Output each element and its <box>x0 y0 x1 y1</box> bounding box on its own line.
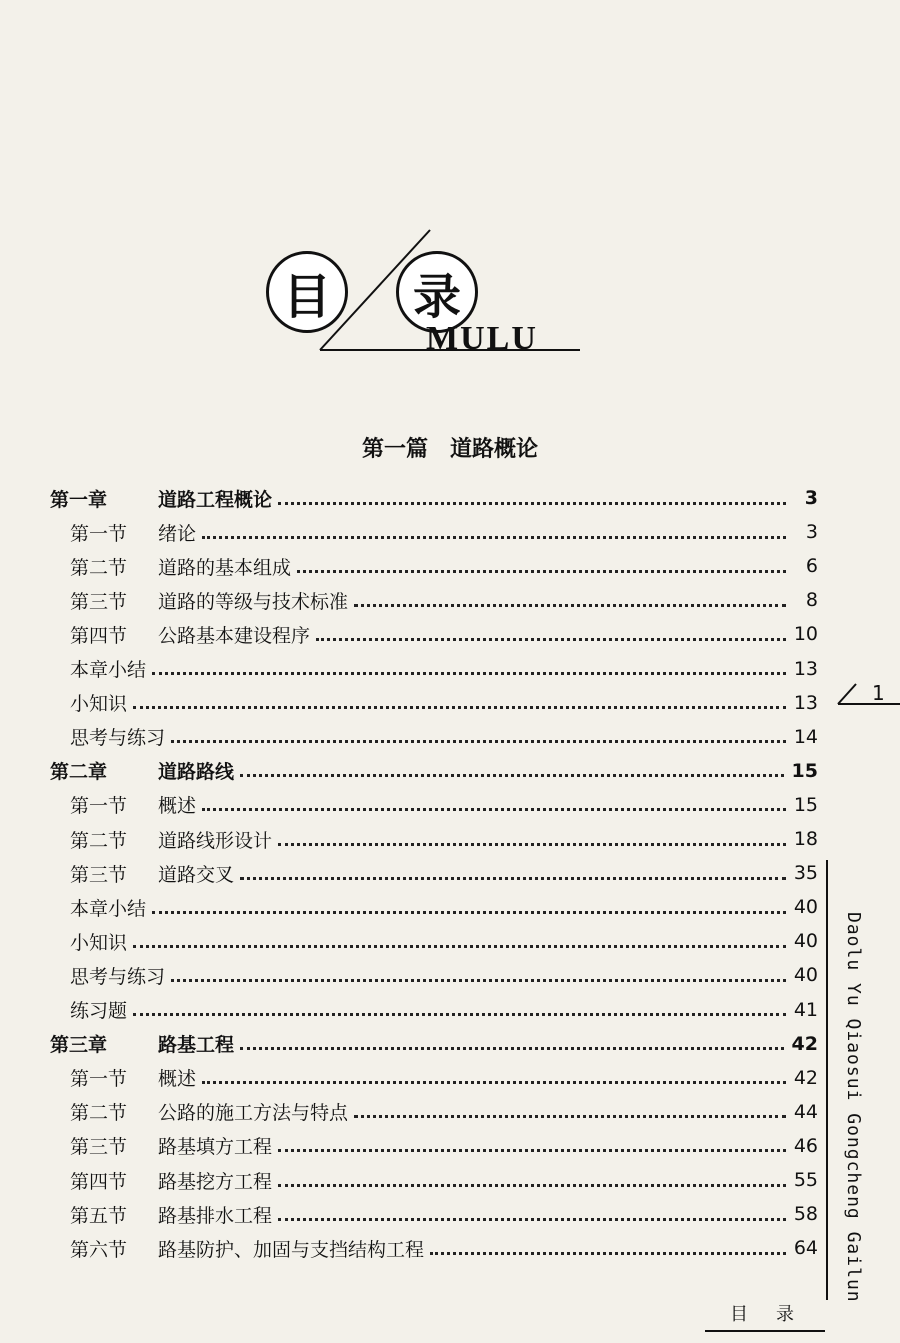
toc-leader-dots <box>278 1147 786 1152</box>
toc-entry-label: 概述 <box>158 1068 197 1091</box>
title-char-mu: 目 <box>266 251 348 333</box>
toc-leader-dots <box>354 602 786 607</box>
page-number: 1 <box>872 681 885 705</box>
toc-entry-page: 10 <box>793 623 818 646</box>
toc-entry-page: 42 <box>793 1066 818 1089</box>
side-rule <box>826 860 828 1300</box>
toc-entry-page: 8 <box>805 589 818 612</box>
footer-label: 目录 <box>730 1304 822 1325</box>
toc-entry-row <box>70 858 818 888</box>
toc-entry-number: 第三章 <box>50 1034 108 1057</box>
toc-entry-row <box>70 1199 818 1229</box>
toc-entry-page: 64 <box>793 1237 818 1260</box>
toc-chapter-row <box>50 1029 818 1059</box>
title-latin: MULU <box>426 320 538 357</box>
toc-entry-page: 18 <box>793 828 818 850</box>
toc-chapter-row <box>50 483 818 513</box>
toc-entry-number: 第一节 <box>70 795 128 818</box>
toc-entry-number: 第一节 <box>70 1068 128 1091</box>
title-char-lu: 录 <box>396 251 478 333</box>
toc-entry-label: 路基挖方工程 <box>158 1170 273 1193</box>
toc-leader-dots <box>278 841 786 846</box>
toc-entry-number: 第二节 <box>70 556 128 579</box>
toc-entry-row <box>70 1165 818 1195</box>
running-title: Daolu Yu Qiaosui Gongcheng Gailun <box>843 912 864 1303</box>
toc-leader-dots <box>316 636 786 641</box>
toc-entry-number: 第二节 <box>70 829 128 852</box>
toc-entry-page: 3 <box>804 487 818 509</box>
toc-leader-dots <box>171 738 786 743</box>
toc-entry-label: 本章小结 <box>70 659 147 681</box>
toc-leader-dots <box>171 977 786 982</box>
toc-entry-row <box>70 1233 818 1263</box>
toc-entry-number: 第三节 <box>70 863 128 886</box>
toc-entry-label: 路基排水工程 <box>158 1204 273 1227</box>
toc-entry-number: 第三节 <box>70 1136 128 1159</box>
toc-entry-page: 3 <box>805 521 818 544</box>
toc-entry-label: 练习题 <box>70 1000 128 1022</box>
toc-entry-row <box>70 688 818 718</box>
toc-leader-dots <box>240 1045 784 1050</box>
toc-leader-dots <box>240 875 786 880</box>
toc-leader-dots <box>202 534 786 539</box>
toc-entry-label: 道路路线 <box>158 761 235 784</box>
toc-entry-row <box>70 892 818 922</box>
toc-entry-row <box>70 824 818 854</box>
toc-entry-label: 道路交叉 <box>158 863 235 886</box>
toc-entry-row <box>70 517 818 547</box>
toc-leader-dots <box>133 943 786 948</box>
toc-entry-number: 第四节 <box>70 624 128 647</box>
toc-entry-row <box>70 995 818 1025</box>
toc-entry-label: 小知识 <box>70 693 128 716</box>
toc-entry-label: 公路基本建设程序 <box>158 624 311 647</box>
toc-entry-page: 15 <box>793 793 818 816</box>
toc-leader-dots <box>240 772 784 777</box>
toc-entry-label: 道路线形设计 <box>158 829 273 852</box>
toc-entry-page: 55 <box>793 1169 818 1191</box>
toc-entry-number: 第一节 <box>70 522 128 545</box>
toc-leader-dots <box>354 1113 786 1118</box>
toc-entry-page: 41 <box>793 998 818 1021</box>
toc-entry-label: 小知识 <box>70 931 128 954</box>
toc-entry-row <box>70 1131 818 1161</box>
part-title: 第一篇 道路概论 <box>361 437 538 462</box>
toc-leader-dots <box>133 1011 786 1016</box>
toc-leader-dots <box>430 1250 786 1255</box>
toc-entry-label: 道路工程概论 <box>158 488 273 511</box>
toc-entry-label: 本章小结 <box>70 897 147 920</box>
toc-entry-page: 14 <box>793 725 818 748</box>
toc-chapter-row <box>50 756 818 786</box>
toc-entry-row <box>70 790 818 820</box>
toc-entry-number: 第二章 <box>50 761 108 784</box>
footer-rule <box>705 1330 825 1332</box>
toc-entry-page: 35 <box>793 862 818 885</box>
toc-entry-label: 道路的基本组成 <box>158 556 292 579</box>
toc-entry-page: 46 <box>793 1134 818 1157</box>
toc-entry-number: 第五节 <box>70 1204 128 1227</box>
toc-entry-page: 44 <box>793 1100 818 1123</box>
toc-leader-dots <box>202 806 786 811</box>
toc-leader-dots <box>278 1216 786 1221</box>
footer <box>705 1295 825 1335</box>
toc-entry-row <box>70 654 818 684</box>
toc-entry-row <box>70 1097 818 1127</box>
toc-entry-row <box>70 585 818 615</box>
toc-leader-dots <box>278 500 786 505</box>
toc-title-block <box>250 225 590 385</box>
toc-entry-row <box>70 619 818 649</box>
page-number-mark <box>836 676 900 716</box>
toc-entry-page: 42 <box>791 1032 818 1055</box>
toc-entry-label: 思考与练习 <box>70 965 166 988</box>
toc-leader-dots <box>297 568 786 573</box>
toc-entry-page: 13 <box>793 657 818 680</box>
toc-entry-label: 路基填方工程 <box>158 1136 273 1159</box>
toc-entry-label: 路基工程 <box>158 1034 235 1057</box>
toc-entry-page: 40 <box>793 930 818 953</box>
toc-entry-row <box>70 1063 818 1093</box>
toc-entry-number: 第六节 <box>70 1238 128 1261</box>
toc-entry-row <box>70 722 818 752</box>
toc-leader-dots <box>202 1079 786 1084</box>
toc-entry-label: 思考与练习 <box>70 727 166 750</box>
toc-entry-number: 第三节 <box>70 590 128 613</box>
toc-entry-label: 概述 <box>158 795 197 818</box>
toc-entry-row <box>70 926 818 956</box>
toc-entry-label: 公路的施工方法与特点 <box>158 1102 349 1125</box>
toc-leader-dots <box>152 670 786 675</box>
toc-leader-dots <box>133 704 786 709</box>
toc-entry-page: 13 <box>793 691 818 714</box>
toc-entry-row <box>70 960 818 990</box>
toc-entry-number: 第四节 <box>70 1170 128 1193</box>
toc-entry-number: 第一章 <box>50 488 108 511</box>
toc-entry-number: 第二节 <box>70 1102 128 1125</box>
toc-entry-label: 道路的等级与技术标准 <box>158 590 349 613</box>
toc-entry-row <box>70 551 818 581</box>
toc-entry-page: 15 <box>791 759 818 782</box>
toc-entry-page: 6 <box>805 555 818 578</box>
toc-leader-dots <box>152 909 786 914</box>
toc-entry-label: 路基防护、加固与支挡结构工程 <box>158 1238 425 1261</box>
toc-entry-page: 58 <box>793 1203 818 1226</box>
toc-entry-page: 40 <box>793 896 818 919</box>
toc-leader-dots <box>278 1182 786 1187</box>
toc-entry-page: 40 <box>793 964 818 987</box>
toc-entry-label: 绪论 <box>158 522 197 545</box>
